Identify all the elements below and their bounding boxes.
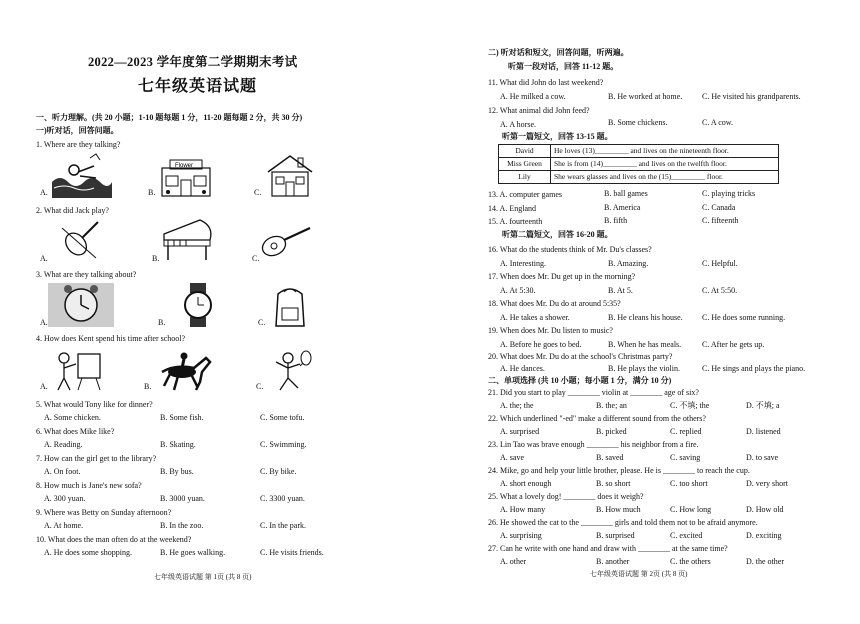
option-7a: A. On foot. (44, 467, 81, 476)
option-7c: C. By bike. (260, 467, 297, 476)
option-14c: C. Canada (702, 203, 736, 212)
part-dialogs-passages: 二) 听对话和短文，回答问题，听两遍。 (488, 48, 629, 57)
page-footer: 七年级英语试题 第 1页 (共 8 页) (154, 573, 252, 581)
table-cell-desc: She is from (14)_________ and lives on the twelfth floor. (551, 158, 779, 171)
option-12b: B. Some chickens. (608, 118, 668, 127)
option-25a: A. How many (500, 505, 546, 514)
option-12c: C. A cow. (702, 118, 734, 127)
passage-1-label: 听第一篇短文，回答 13-15 题。 (502, 132, 613, 141)
option-4c: C. (256, 382, 264, 391)
option-22c: C. replied (670, 427, 702, 436)
option-11b: B. He worked at home. (608, 92, 683, 101)
option-20a: A. He dances. (500, 364, 545, 373)
option-19a: A. Before he goes to bed. (500, 340, 582, 349)
option-8a: A. 300 yuan. (44, 494, 86, 503)
option-22b: B. picked (596, 427, 627, 436)
painting-icon (50, 350, 104, 392)
question-25: 25. What a lovely dog! ________ does it weigh? (488, 492, 644, 501)
option-17b: B. At 5. (608, 286, 633, 295)
option-25d: D. How old (746, 505, 784, 514)
option-1a: A. (40, 188, 48, 197)
table-cell-name: David (499, 145, 551, 158)
option-12a: A. A horse. (500, 120, 536, 129)
question-13: 13. A. computer games (488, 190, 562, 199)
option-14b: B. America (604, 203, 641, 212)
horse-riding-icon (156, 350, 216, 392)
option-23a: A. save (500, 453, 524, 462)
question-9: 9. Where was Betty on Sunday afternoon? (36, 508, 172, 517)
option-10a: A. He does some shopping. (44, 548, 132, 557)
option-16c: C. Helpful. (702, 259, 738, 268)
option-2b: B. (152, 254, 160, 263)
question-7: 7. How can the girl get to the library? (36, 454, 157, 463)
option-21c: C. 不填; the (670, 401, 710, 410)
option-19b: B. When he has meals. (608, 340, 682, 349)
option-10c: C. He visits friends. (260, 548, 324, 557)
option-8c: C. 3300 yuan. (260, 494, 305, 503)
option-24c: C. too short (670, 479, 708, 488)
option-16a: A. Interesting. (500, 259, 546, 268)
option-13b: B. ball games (604, 189, 648, 198)
page-footer: 七年级英语试题 第 2页 (共 8 页) (590, 570, 688, 578)
question-8: 8. How much is Jane's new sofa? (36, 481, 142, 490)
option-2c: C. (252, 254, 260, 263)
option-9a: A. At home. (44, 521, 84, 530)
question-17: 17. When does Mr. Du get up in the morning? (488, 272, 636, 281)
option-4a: A. (40, 382, 48, 391)
option-6a: A. Reading. (44, 440, 83, 449)
question-26: 26. He showed the cat to the ________ girls and told them not to be afraid anymore. (488, 518, 758, 527)
option-26d: D. exciting (746, 531, 782, 540)
option-22d: D. listened (746, 427, 781, 436)
section-listening: 一、听力理解。(共 20 小题；1-10 题每题 1 分，11-20 题每题 2 分，共 30 分) (36, 113, 303, 122)
option-5c: C. Some tofu. (260, 413, 305, 422)
option-8b: B. 3000 yuan. (160, 494, 205, 503)
alarm-clock-icon (48, 283, 114, 327)
option-25b: B. How much (596, 505, 641, 514)
option-1c: C. (254, 188, 262, 197)
option-5a: A. Some chicken. (44, 413, 101, 422)
option-27d: D. the other (746, 557, 784, 566)
question-27: 27. Can he write with one hand and draw with ________ at the same time? (488, 544, 728, 553)
option-1b: B. (148, 188, 156, 197)
question-22: 22. Which underlined "-ed" make a different sound from the others? (488, 414, 706, 423)
question-12: 12. What animal did John feed? (488, 106, 590, 115)
option-27b: B. another (596, 557, 630, 566)
option-25c: C. How long (670, 505, 712, 514)
option-5b: B. Some fish. (160, 413, 204, 422)
question-5: 5. What would Tony like for dinner? (36, 400, 153, 409)
option-10b: B. He goes walking. (160, 548, 226, 557)
table-row (499, 171, 779, 184)
option-22a: A. surprised (500, 427, 540, 436)
option-3c: C. (258, 318, 266, 327)
table-cell-name: Lily (499, 171, 551, 184)
question-23: 23. Lin Tao was brave enough ________ his neighbor from a fire. (488, 440, 699, 449)
backpack-icon (270, 284, 310, 328)
question-3: 3. What are they talking about? (36, 270, 137, 279)
option-23d: D. to save (746, 453, 779, 462)
option-6c: C. Swimming. (260, 440, 307, 449)
option-3a: A. (40, 318, 48, 327)
table-cell-desc: He loves (13)_________ and lives on the nineteenth floor. (551, 145, 779, 158)
option-26b: B. surprised (596, 531, 635, 540)
question-6: 6. What does Mike like? (36, 427, 115, 436)
question-19: 19. When does Mr. Du listen to music? (488, 326, 613, 335)
option-18b: B. He cleans his house. (608, 313, 683, 322)
option-17c: C. At 5:50. (702, 286, 738, 295)
option-16b: B. Amazing. (608, 259, 649, 268)
piano-icon (160, 216, 216, 262)
option-21a: A. the; the (500, 401, 534, 410)
question-14: 14. A. England (488, 204, 536, 213)
question-10: 10. What does the man often do at the weekend? (36, 535, 192, 544)
house-icon (262, 152, 318, 198)
table-row (499, 158, 779, 171)
badminton-icon (266, 348, 316, 392)
wristwatch-icon (176, 283, 220, 327)
option-4b: B. (144, 382, 152, 391)
option-17a: A. At 5:30. (500, 286, 536, 295)
passage-2-label: 听第二篇短文，回答 16-20 题。 (502, 230, 613, 239)
question-16: 16. What do the students think of Mr. Du's classes? (488, 245, 652, 254)
option-15b: B. fifth (604, 216, 628, 225)
question-4: 4. How does Kent spend his time after school? (36, 334, 186, 343)
option-18c: C. He does some running. (702, 313, 786, 322)
option-26c: C. excited (670, 531, 703, 540)
option-11c: C. He visited his grandparents. (702, 92, 801, 101)
page-2 (430, 0, 860, 624)
option-15c: C. fifteenth (702, 216, 739, 225)
question-11: 11. What did John do last weekend? (488, 78, 604, 87)
section-single-choice: 二、单项选择 (共 10 小题；每小题 1 分，满分 10 分) (488, 376, 672, 385)
svg-text:Flower: Flower (175, 163, 194, 169)
option-11a: A. He milked a cow. (500, 92, 566, 101)
option-24b: B. so short (596, 479, 631, 488)
option-9c: C. In the park. (260, 521, 306, 530)
option-23b: B. saved (596, 453, 624, 462)
question-15: 15. A. fourteenth (488, 217, 543, 226)
exam-title: 2022—2023 学年度第二学期期末考试 (88, 55, 298, 69)
guitar-icon (258, 222, 316, 260)
option-6b: B. Skating. (160, 440, 196, 449)
flower-shop-icon (158, 158, 214, 198)
swimming-scene-icon (50, 152, 112, 198)
option-20c: C. He sings and plays the piano. (702, 364, 806, 373)
option-9b: B. In the zoo. (160, 521, 204, 530)
table-cell-name: Miss Green (499, 158, 551, 171)
table-cell-desc: She wears glasses and lives on the (15)_________ floor. (551, 171, 779, 184)
option-3b: B. (158, 318, 166, 327)
question-24: 24. Mike, go and help your little brother, please. He is ________ to reach the cup. (488, 466, 750, 475)
option-27a: A. other (500, 557, 527, 566)
violin-icon (56, 218, 106, 260)
option-27c: C. the others (670, 557, 711, 566)
question-2: 2. What did Jack play? (36, 206, 109, 215)
question-1: 1. Where are they talking? (36, 140, 121, 149)
table-row (499, 145, 779, 158)
question-21: 21. Did you start to play ________ violin at ________ age of six? (488, 388, 699, 397)
part-dialogs: 一)听对话，回答问题。 (36, 126, 119, 135)
option-26a: A. surprising (500, 531, 542, 540)
option-23c: C. saving (670, 453, 701, 462)
question-18: 18. What does Mr. Du do at around 5:35? (488, 299, 621, 308)
option-13c: C. playing tricks (702, 189, 756, 198)
option-7b: B. By bus. (160, 467, 194, 476)
option-19c: C. After he gets up. (702, 340, 765, 349)
option-24a: A. short enough (500, 479, 552, 488)
question-20: 20. What does Mr. Du do at the school's Christmas party? (488, 352, 673, 361)
option-18a: A. He takes a shower. (500, 313, 570, 322)
dialog-1-label: 听第一段对话，回答 11-12 题。 (508, 62, 619, 71)
option-21d: D. 不填; a (746, 401, 780, 410)
option-21b: B. the; an (596, 401, 627, 410)
option-24d: D. very short (746, 479, 788, 488)
info-table (498, 144, 779, 184)
option-20b: B. He plays the violin. (608, 364, 680, 373)
option-2a: A. (40, 254, 48, 263)
exam-subtitle: 七年级英语试题 (138, 78, 258, 95)
